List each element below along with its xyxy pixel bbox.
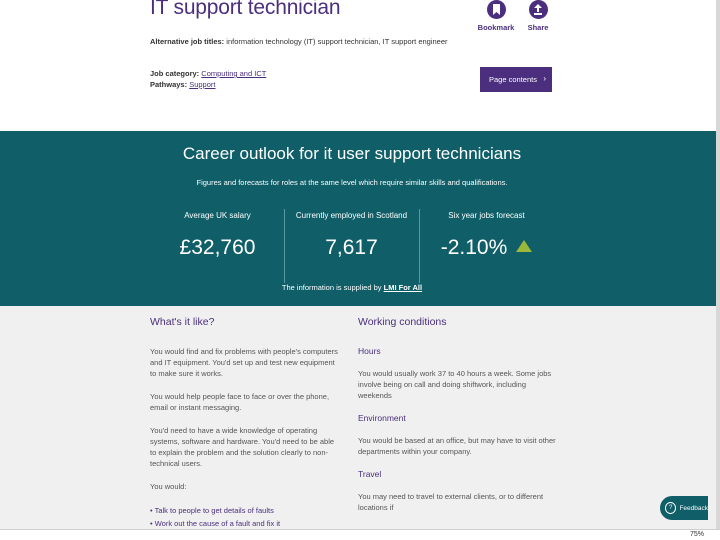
- feedback-label: Feedback: [679, 504, 708, 512]
- whats-it-like-heading: What's it like?: [150, 316, 215, 328]
- working-conditions-column: [358, 316, 558, 525]
- working-conditions-heading: Working conditions: [358, 316, 447, 328]
- stat-employed-scotland: [284, 211, 419, 260]
- job-category-link[interactable]: Computing and ICT: [201, 69, 267, 78]
- job-category-row: [150, 68, 266, 79]
- alternative-job-titles: [150, 37, 448, 46]
- list-item: • Talk to people to get details of faults: [150, 504, 340, 517]
- pathways-link[interactable]: Support: [189, 80, 216, 89]
- paragraph: You would find and fix problems with people's computers and IT equipment. You'd set up and test new equipment to make sure it works.: [150, 347, 338, 378]
- job-category-label: Job category:: [150, 69, 200, 78]
- browser-status-bar: [0, 529, 720, 540]
- stat-label: Average UK salary: [184, 211, 251, 220]
- career-outlook-title: Career outlook for it user support technicians: [182, 144, 522, 163]
- chevron-right-icon: ›: [543, 74, 546, 83]
- share-button[interactable]: [518, 0, 558, 32]
- job-meta: [150, 68, 266, 90]
- travel-text: You may need to travel to external clients, or to different locations if: [358, 492, 544, 512]
- feedback-button[interactable]: [660, 496, 708, 520]
- alt-titles-value: information technology (IT) support technician, IT support engineer: [226, 37, 448, 46]
- data-source-prefix: The information is supplied by: [281, 283, 382, 292]
- pathways-row: [150, 79, 266, 90]
- pathways-label: Pathways:: [150, 80, 188, 89]
- hours-heading: Hours: [358, 346, 381, 356]
- bookmark-icon: [487, 0, 506, 19]
- paragraph: You would:: [150, 482, 187, 491]
- whats-it-like-column: [150, 316, 340, 530]
- career-outlook-panel: [0, 131, 720, 306]
- stat-label: Six year jobs forecast: [448, 211, 525, 220]
- list-item: • Work out the cause of a fault and fix it: [150, 517, 340, 530]
- alt-titles-label: Alternative job titles:: [150, 37, 225, 46]
- data-source-note: [0, 283, 704, 292]
- page-contents-label: Page contents: [489, 75, 537, 84]
- bookmark-button[interactable]: [476, 0, 516, 32]
- zoom-level[interactable]: 75%: [689, 531, 704, 538]
- environment-heading: Environment: [358, 413, 406, 423]
- career-outlook-subtitle: Figures and forecasts for roles at the same level which require similar skills and qualifications.: [196, 178, 508, 187]
- lmi-for-all-link[interactable]: LMI For All: [383, 283, 423, 292]
- share-icon: [529, 0, 548, 19]
- stat-value-row: [419, 236, 554, 260]
- stat-value: 7,617: [325, 236, 378, 259]
- job-details: [0, 306, 720, 540]
- job-header: [0, 0, 720, 131]
- stat-jobs-forecast: [419, 211, 554, 260]
- share-label: Share: [527, 23, 549, 32]
- triangle-up-icon: [516, 240, 532, 252]
- stat-value: -2.10%: [440, 236, 508, 259]
- page-title: IT support technician: [150, 0, 341, 19]
- stat-value: £32,760: [179, 236, 256, 259]
- environment-text: You would be based at an office, but may have to visit other departments within your company.: [358, 436, 556, 456]
- stat-average-salary: [150, 211, 285, 260]
- hours-text: You would usually work 37 to 40 hours a week. Some jobs involve being on call and doing shiftwork, including weekends: [358, 369, 552, 400]
- vertical-scrollbar[interactable]: [716, 0, 720, 540]
- travel-heading: Travel: [358, 469, 382, 479]
- paragraph: You would help people face to face or over the phone, email or instant messaging.: [150, 392, 330, 412]
- bookmark-label: Bookmark: [477, 23, 515, 32]
- page-contents-button[interactable]: [480, 67, 552, 92]
- stat-label: Currently employed in Scotland: [295, 211, 408, 220]
- feedback-icon: ?: [665, 502, 676, 514]
- duties-list: [150, 504, 340, 530]
- paragraph: You'd need to have a wide knowledge of operating systems, software and hardware. You'd need to be able to explain the problem and the solution clearly to non-technical users.: [150, 426, 335, 468]
